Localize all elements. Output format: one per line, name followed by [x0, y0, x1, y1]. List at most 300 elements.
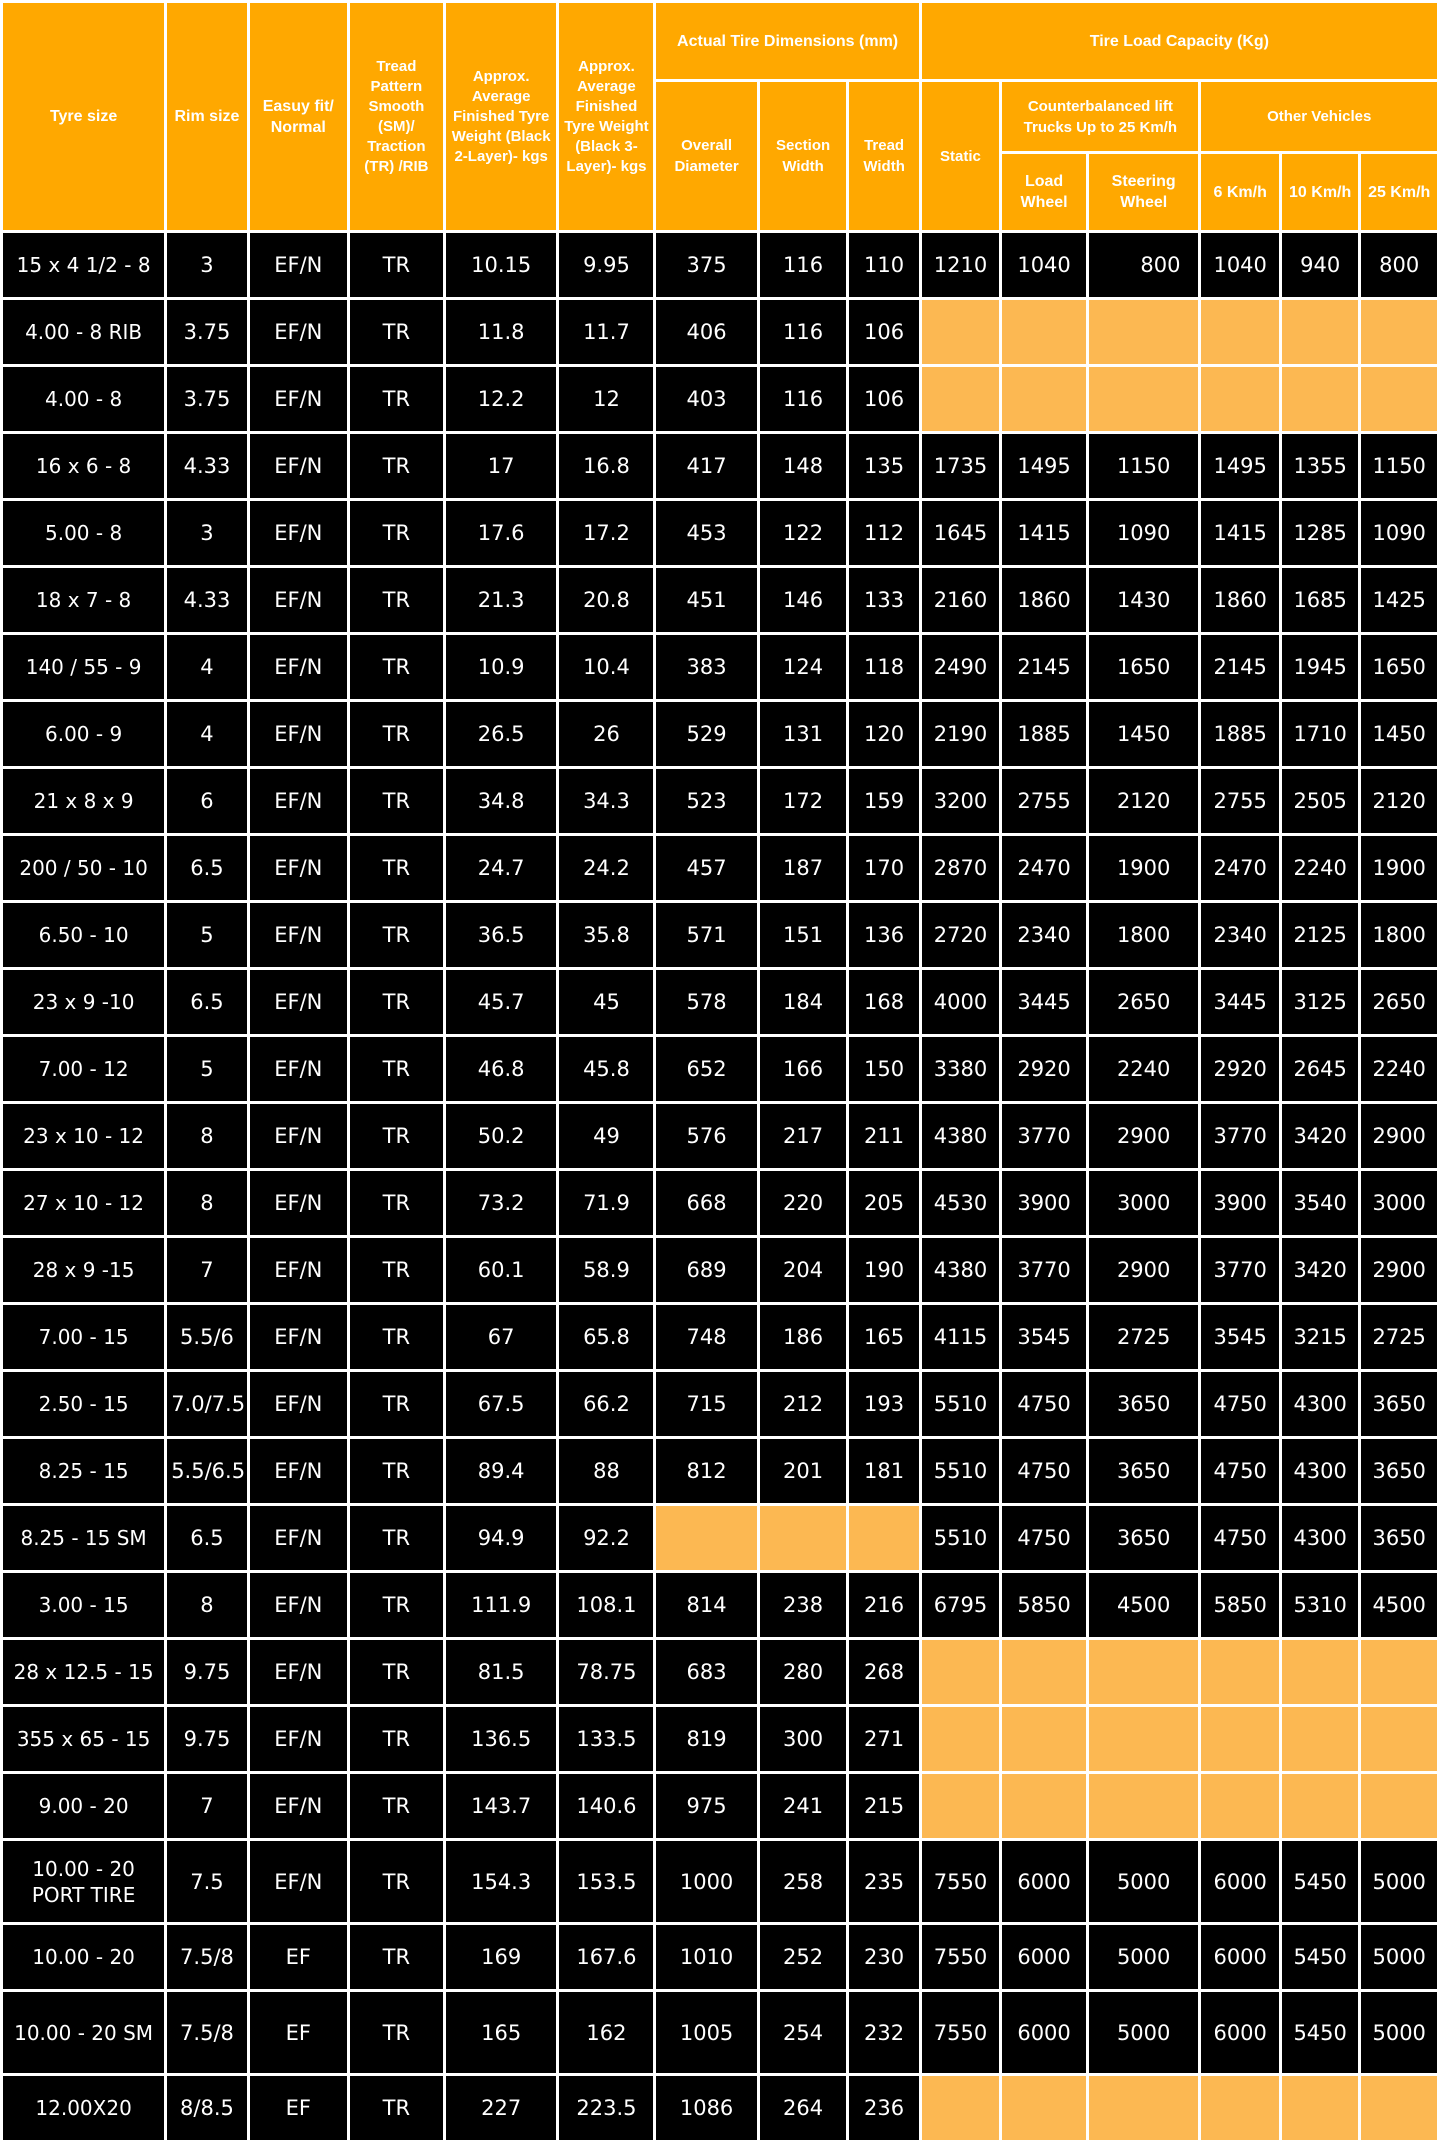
steering-wheel-cell: 3650: [1089, 1506, 1199, 1570]
weight-3layer-cell: 34.3: [559, 769, 653, 833]
header-load-wheel: Load Wheel: [1002, 154, 1086, 230]
fit-cell: EF/N: [250, 1171, 347, 1235]
tyre-size-cell: 7.00 - 15: [3, 1305, 164, 1369]
load-wheel-cell: 3545: [1002, 1305, 1086, 1369]
weight-2layer-cell: 111.9: [446, 1573, 557, 1637]
header-tyre-size: Tyre size: [3, 3, 164, 230]
table-row: [3, 1841, 1437, 1922]
tyre-size-cell: 6.00 - 9: [3, 702, 164, 766]
weight-3layer-cell: 223.5: [559, 2076, 653, 2140]
weight-2layer-cell: 34.8: [446, 769, 557, 833]
load-25kmh-cell: 1425: [1361, 568, 1437, 632]
load-6kmh-cell: 1040: [1201, 233, 1279, 297]
section-width-cell: 264: [760, 2076, 847, 2140]
static-load-cell: [922, 1707, 1000, 1771]
load-6kmh-cell: [1201, 2076, 1279, 2140]
tread-pattern-cell: TR: [350, 1774, 443, 1838]
load-25kmh-cell: 3650: [1361, 1439, 1437, 1503]
rim-size-cell: 7: [167, 1774, 247, 1838]
table-row: [3, 233, 1437, 297]
static-load-cell: 1735: [922, 434, 1000, 498]
tyre-size-cell: 2.50 - 15: [3, 1372, 164, 1436]
section-width-cell: 184: [760, 970, 847, 1034]
overall-diameter-cell: 812: [656, 1439, 756, 1503]
weight-3layer-cell: 45: [559, 970, 653, 1034]
tread-width-cell: 215: [849, 1774, 918, 1838]
weight-2layer-cell: 136.5: [446, 1707, 557, 1771]
load-25kmh-cell: 1650: [1361, 635, 1437, 699]
steering-wheel-cell: 5000: [1089, 1841, 1199, 1922]
tread-pattern-cell: TR: [350, 568, 443, 632]
load-25kmh-cell: 3650: [1361, 1506, 1437, 1570]
load-10kmh-cell: 3420: [1282, 1238, 1358, 1302]
header-fit: Easuy fit/ Normal: [250, 3, 347, 230]
steering-wheel-cell: 2900: [1089, 1238, 1199, 1302]
load-6kmh-cell: 6000: [1201, 1992, 1279, 2073]
section-width-cell: 254: [760, 1992, 847, 2073]
tyre-size-cell: 16 x 6 - 8: [3, 434, 164, 498]
static-load-cell: 5510: [922, 1439, 1000, 1503]
load-6kmh-cell: 1860: [1201, 568, 1279, 632]
overall-diameter-cell: 406: [656, 300, 756, 364]
steering-wheel-cell: 5000: [1089, 1992, 1199, 2073]
table-row: [3, 1439, 1437, 1503]
load-10kmh-cell: 2125: [1282, 903, 1358, 967]
load-10kmh-cell: 2505: [1282, 769, 1358, 833]
static-load-cell: 4530: [922, 1171, 1000, 1235]
load-10kmh-cell: [1282, 2076, 1358, 2140]
table-row: [3, 1506, 1437, 1570]
static-load-cell: 3380: [922, 1037, 1000, 1101]
steering-wheel-cell: [1089, 1707, 1199, 1771]
rim-size-cell: 3: [167, 233, 247, 297]
overall-diameter-cell: 457: [656, 836, 756, 900]
load-10kmh-cell: 3540: [1282, 1171, 1358, 1235]
table-row: [3, 568, 1437, 632]
overall-diameter-cell: 529: [656, 702, 756, 766]
weight-2layer-cell: 10.15: [446, 233, 557, 297]
weight-3layer-cell: 45.8: [559, 1037, 653, 1101]
tread-pattern-cell: TR: [350, 1104, 443, 1168]
load-6kmh-cell: 3770: [1201, 1238, 1279, 1302]
rim-size-cell: 7.5/8: [167, 1992, 247, 2073]
load-6kmh-cell: 6000: [1201, 1841, 1279, 1922]
load-10kmh-cell: 940: [1282, 233, 1358, 297]
load-wheel-cell: 3900: [1002, 1171, 1086, 1235]
rim-size-cell: 5: [167, 1037, 247, 1101]
load-10kmh-cell: 1685: [1282, 568, 1358, 632]
load-wheel-cell: 4750: [1002, 1506, 1086, 1570]
table-row: [3, 970, 1437, 1034]
rim-size-cell: 8: [167, 1171, 247, 1235]
static-load-cell: 2870: [922, 836, 1000, 900]
load-wheel-cell: 6000: [1002, 1992, 1086, 2073]
table-row: [3, 501, 1437, 565]
load-25kmh-cell: 5000: [1361, 1992, 1437, 2073]
load-25kmh-cell: 5000: [1361, 1925, 1437, 1989]
load-25kmh-cell: [1361, 1774, 1437, 1838]
fit-cell: EF/N: [250, 1238, 347, 1302]
static-load-cell: 7550: [922, 1841, 1000, 1922]
fit-cell: EF/N: [250, 1104, 347, 1168]
section-width-cell: 258: [760, 1841, 847, 1922]
header-load-capacity: Tire Load Capacity (Kg): [922, 3, 1437, 79]
tyre-size-cell: 12.00X20: [3, 2076, 164, 2140]
weight-3layer-cell: 78.75: [559, 1640, 653, 1704]
tread-width-cell: 120: [849, 702, 918, 766]
fit-cell: EF/N: [250, 1774, 347, 1838]
tread-width-cell: 181: [849, 1439, 918, 1503]
rim-size-cell: 3: [167, 501, 247, 565]
overall-diameter-cell: 715: [656, 1372, 756, 1436]
load-10kmh-cell: 1710: [1282, 702, 1358, 766]
static-load-cell: 6795: [922, 1573, 1000, 1637]
tread-width-cell: 193: [849, 1372, 918, 1436]
weight-3layer-cell: 66.2: [559, 1372, 653, 1436]
tyre-size-cell: 8.25 - 15: [3, 1439, 164, 1503]
tyre-size-cell: 355 x 65 - 15: [3, 1707, 164, 1771]
tyre-size-cell: 10.00 - 20 PORT TIRE: [3, 1841, 164, 1922]
table-row: [3, 903, 1437, 967]
load-6kmh-cell: 3770: [1201, 1104, 1279, 1168]
weight-2layer-cell: 60.1: [446, 1238, 557, 1302]
overall-diameter-cell: 383: [656, 635, 756, 699]
tread-pattern-cell: TR: [350, 501, 443, 565]
table-row: [3, 769, 1437, 833]
section-width-cell: 186: [760, 1305, 847, 1369]
rim-size-cell: 6.5: [167, 970, 247, 1034]
load-wheel-cell: [1002, 300, 1086, 364]
static-load-cell: 2160: [922, 568, 1000, 632]
fit-cell: EF/N: [250, 970, 347, 1034]
load-10kmh-cell: 3125: [1282, 970, 1358, 1034]
steering-wheel-cell: 1150: [1089, 434, 1199, 498]
section-width-cell: 187: [760, 836, 847, 900]
fit-cell: EF/N: [250, 501, 347, 565]
load-wheel-cell: [1002, 1707, 1086, 1771]
weight-3layer-cell: 20.8: [559, 568, 653, 632]
tyre-size-cell: 27 x 10 - 12: [3, 1171, 164, 1235]
load-wheel-cell: 2340: [1002, 903, 1086, 967]
weight-3layer-cell: 10.4: [559, 635, 653, 699]
weight-2layer-cell: 73.2: [446, 1171, 557, 1235]
rim-size-cell: 8/8.5: [167, 2076, 247, 2140]
load-10kmh-cell: [1282, 300, 1358, 364]
section-width-cell: 116: [760, 367, 847, 431]
load-25kmh-cell: [1361, 1640, 1437, 1704]
section-width-cell: 220: [760, 1171, 847, 1235]
section-width-cell: 280: [760, 1640, 847, 1704]
load-25kmh-cell: [1361, 300, 1437, 364]
steering-wheel-cell: 3000: [1089, 1171, 1199, 1235]
load-10kmh-cell: 3420: [1282, 1104, 1358, 1168]
header-overall-diameter: Overall Diameter: [656, 82, 756, 230]
section-width-cell: 204: [760, 1238, 847, 1302]
tyre-size-cell: 200 / 50 - 10: [3, 836, 164, 900]
header-steering-wheel: Steering Wheel: [1089, 154, 1199, 230]
fit-cell: EF/N: [250, 300, 347, 364]
tread-pattern-cell: TR: [350, 1841, 443, 1922]
tyre-size-cell: 140 / 55 - 9: [3, 635, 164, 699]
overall-diameter-cell: 683: [656, 1640, 756, 1704]
tread-pattern-cell: TR: [350, 1925, 443, 1989]
section-width-cell: [760, 1506, 847, 1570]
load-wheel-cell: 2920: [1002, 1037, 1086, 1101]
tyre-size-cell: 9.00 - 20: [3, 1774, 164, 1838]
weight-2layer-cell: 89.4: [446, 1439, 557, 1503]
load-6kmh-cell: [1201, 1640, 1279, 1704]
tread-pattern-cell: TR: [350, 1707, 443, 1771]
tyre-size-cell: 8.25 - 15 SM: [3, 1506, 164, 1570]
tread-pattern-cell: TR: [350, 903, 443, 967]
load-6kmh-cell: 2145: [1201, 635, 1279, 699]
static-load-cell: 5510: [922, 1506, 1000, 1570]
table-row: [3, 1305, 1437, 1369]
load-6kmh-cell: 3900: [1201, 1171, 1279, 1235]
overall-diameter-cell: 453: [656, 501, 756, 565]
static-load-cell: 1210: [922, 233, 1000, 297]
rim-size-cell: 6: [167, 769, 247, 833]
header-actual-dimensions: Actual Tire Dimensions (mm): [656, 3, 918, 79]
load-25kmh-cell: 1450: [1361, 702, 1437, 766]
load-25kmh-cell: 1150: [1361, 434, 1437, 498]
section-width-cell: 148: [760, 434, 847, 498]
fit-cell: EF/N: [250, 233, 347, 297]
load-10kmh-cell: 2645: [1282, 1037, 1358, 1101]
header-weight-3layer: Approx. Average Finished Tyre Weight (Black 3-Layer)- kgs: [559, 3, 653, 230]
weight-3layer-cell: 24.2: [559, 836, 653, 900]
load-6kmh-cell: 4750: [1201, 1372, 1279, 1436]
load-wheel-cell: 6000: [1002, 1841, 1086, 1922]
weight-2layer-cell: 36.5: [446, 903, 557, 967]
tyre-size-cell: 4.00 - 8: [3, 367, 164, 431]
overall-diameter-cell: 578: [656, 970, 756, 1034]
steering-wheel-cell: [1089, 367, 1199, 431]
rim-size-cell: 4: [167, 635, 247, 699]
rim-size-cell: 8: [167, 1104, 247, 1168]
tread-pattern-cell: TR: [350, 2076, 443, 2140]
load-6kmh-cell: [1201, 1707, 1279, 1771]
load-25kmh-cell: 2725: [1361, 1305, 1437, 1369]
tread-width-cell: 205: [849, 1171, 918, 1235]
load-25kmh-cell: 800: [1361, 233, 1437, 297]
tread-pattern-cell: TR: [350, 1573, 443, 1637]
rim-size-cell: 3.75: [167, 300, 247, 364]
tread-pattern-cell: TR: [350, 769, 443, 833]
steering-wheel-cell: [1089, 2076, 1199, 2140]
table-row: [3, 1925, 1437, 1989]
weight-3layer-cell: 162: [559, 1992, 653, 2073]
load-10kmh-cell: 4300: [1282, 1372, 1358, 1436]
weight-2layer-cell: 11.8: [446, 300, 557, 364]
tyre-size-cell: 3.00 - 15: [3, 1573, 164, 1637]
section-width-cell: 151: [760, 903, 847, 967]
fit-cell: EF/N: [250, 367, 347, 431]
overall-diameter-cell: 748: [656, 1305, 756, 1369]
table-row: [3, 1707, 1437, 1771]
fit-cell: EF/N: [250, 1439, 347, 1503]
steering-wheel-cell: [1089, 1774, 1199, 1838]
section-width-cell: 172: [760, 769, 847, 833]
table-row: [3, 702, 1437, 766]
load-wheel-cell: 4750: [1002, 1372, 1086, 1436]
load-wheel-cell: 6000: [1002, 1925, 1086, 1989]
tread-pattern-cell: TR: [350, 1439, 443, 1503]
load-10kmh-cell: 4300: [1282, 1439, 1358, 1503]
load-25kmh-cell: 1900: [1361, 836, 1437, 900]
header-rim-size: Rim size: [167, 3, 247, 230]
overall-diameter-cell: 1000: [656, 1841, 756, 1922]
section-width-cell: 146: [760, 568, 847, 632]
weight-3layer-cell: 92.2: [559, 1506, 653, 1570]
static-load-cell: [922, 1640, 1000, 1704]
fit-cell: EF/N: [250, 635, 347, 699]
rim-size-cell: 8: [167, 1573, 247, 1637]
load-6kmh-cell: 2755: [1201, 769, 1279, 833]
load-10kmh-cell: 1355: [1282, 434, 1358, 498]
load-10kmh-cell: [1282, 1707, 1358, 1771]
overall-diameter-cell: 975: [656, 1774, 756, 1838]
table-row: [3, 1238, 1437, 1302]
tread-pattern-cell: TR: [350, 1037, 443, 1101]
table-row: [3, 836, 1437, 900]
load-wheel-cell: 5850: [1002, 1573, 1086, 1637]
table-row: [3, 1640, 1437, 1704]
overall-diameter-cell: 375: [656, 233, 756, 297]
tread-pattern-cell: TR: [350, 1171, 443, 1235]
steering-wheel-cell: 800: [1089, 233, 1199, 297]
fit-cell: EF/N: [250, 568, 347, 632]
tread-pattern-cell: TR: [350, 367, 443, 431]
weight-3layer-cell: 26: [559, 702, 653, 766]
load-6kmh-cell: 1495: [1201, 434, 1279, 498]
table-row: [3, 1573, 1437, 1637]
tread-width-cell: 268: [849, 1640, 918, 1704]
fit-cell: EF/N: [250, 836, 347, 900]
load-10kmh-cell: [1282, 367, 1358, 431]
load-6kmh-cell: 1885: [1201, 702, 1279, 766]
tyre-size-cell: 4.00 - 8 RIB: [3, 300, 164, 364]
weight-2layer-cell: 45.7: [446, 970, 557, 1034]
rim-size-cell: 7.5: [167, 1841, 247, 1922]
table-row: [3, 367, 1437, 431]
load-wheel-cell: [1002, 2076, 1086, 2140]
section-width-cell: 252: [760, 1925, 847, 1989]
static-load-cell: 5510: [922, 1372, 1000, 1436]
load-wheel-cell: 2145: [1002, 635, 1086, 699]
load-6kmh-cell: 2340: [1201, 903, 1279, 967]
static-load-cell: 2720: [922, 903, 1000, 967]
weight-3layer-cell: 9.95: [559, 233, 653, 297]
section-width-cell: 201: [760, 1439, 847, 1503]
weight-3layer-cell: 11.7: [559, 300, 653, 364]
tread-pattern-cell: TR: [350, 970, 443, 1034]
overall-diameter-cell: [656, 1506, 756, 1570]
load-wheel-cell: [1002, 367, 1086, 431]
steering-wheel-cell: 1090: [1089, 501, 1199, 565]
static-load-cell: [922, 2076, 1000, 2140]
rim-size-cell: 4.33: [167, 434, 247, 498]
load-25kmh-cell: [1361, 1707, 1437, 1771]
load-10kmh-cell: 1945: [1282, 635, 1358, 699]
load-10kmh-cell: 1285: [1282, 501, 1358, 565]
weight-2layer-cell: 165: [446, 1992, 557, 2073]
tread-pattern-cell: TR: [350, 702, 443, 766]
load-6kmh-cell: 5850: [1201, 1573, 1279, 1637]
rim-size-cell: 4: [167, 702, 247, 766]
fit-cell: EF: [250, 1925, 347, 1989]
tyre-size-cell: 28 x 9 -15: [3, 1238, 164, 1302]
overall-diameter-cell: 576: [656, 1104, 756, 1168]
header-tread-pattern: Tread Pattern Smooth (SM)/ Traction (TR) /RIB: [350, 3, 443, 230]
rim-size-cell: 7.5/8: [167, 1925, 247, 1989]
steering-wheel-cell: 1430: [1089, 568, 1199, 632]
tread-pattern-cell: TR: [350, 233, 443, 297]
load-6kmh-cell: [1201, 367, 1279, 431]
load-6kmh-cell: 1415: [1201, 501, 1279, 565]
static-load-cell: [922, 1774, 1000, 1838]
steering-wheel-cell: 1800: [1089, 903, 1199, 967]
weight-3layer-cell: 140.6: [559, 1774, 653, 1838]
header-weight-2layer: Approx. Average Finished Tyre Weight (Black 2-Layer)- kgs: [446, 3, 557, 230]
weight-3layer-cell: 12: [559, 367, 653, 431]
tyre-size-cell: 28 x 12.5 - 15: [3, 1640, 164, 1704]
load-wheel-cell: 1415: [1002, 501, 1086, 565]
fit-cell: EF/N: [250, 1573, 347, 1637]
tread-pattern-cell: TR: [350, 434, 443, 498]
tread-width-cell: 211: [849, 1104, 918, 1168]
overall-diameter-cell: 1010: [656, 1925, 756, 1989]
tread-width-cell: 112: [849, 501, 918, 565]
tread-pattern-cell: TR: [350, 1305, 443, 1369]
weight-3layer-cell: 133.5: [559, 1707, 653, 1771]
tread-pattern-cell: TR: [350, 1640, 443, 1704]
rim-size-cell: 5.5/6: [167, 1305, 247, 1369]
load-6kmh-cell: 4750: [1201, 1439, 1279, 1503]
section-width-cell: 212: [760, 1372, 847, 1436]
tyre-size-cell: 6.50 - 10: [3, 903, 164, 967]
tyre-size-cell: 5.00 - 8: [3, 501, 164, 565]
weight-2layer-cell: 227: [446, 2076, 557, 2140]
load-25kmh-cell: 1800: [1361, 903, 1437, 967]
rim-size-cell: 7.0/7.5: [167, 1372, 247, 1436]
table-row: [3, 1774, 1437, 1838]
overall-diameter-cell: 571: [656, 903, 756, 967]
overall-diameter-cell: 403: [656, 367, 756, 431]
overall-diameter-cell: 417: [656, 434, 756, 498]
tread-pattern-cell: TR: [350, 1992, 443, 2073]
weight-2layer-cell: 81.5: [446, 1640, 557, 1704]
load-wheel-cell: [1002, 1774, 1086, 1838]
weight-2layer-cell: 10.9: [446, 635, 557, 699]
static-load-cell: [922, 300, 1000, 364]
load-6kmh-cell: 4750: [1201, 1506, 1279, 1570]
load-25kmh-cell: 2900: [1361, 1238, 1437, 1302]
header-25kmh: 25 Km/h: [1361, 154, 1437, 230]
load-wheel-cell: 3445: [1002, 970, 1086, 1034]
overall-diameter-cell: 451: [656, 568, 756, 632]
static-load-cell: 4380: [922, 1238, 1000, 1302]
section-width-cell: 238: [760, 1573, 847, 1637]
fit-cell: EF/N: [250, 1640, 347, 1704]
steering-wheel-cell: 2240: [1089, 1037, 1199, 1101]
weight-3layer-cell: 71.9: [559, 1171, 653, 1235]
table-row: [3, 1992, 1437, 2073]
rim-size-cell: 5.5/6.5: [167, 1439, 247, 1503]
section-width-cell: 300: [760, 1707, 847, 1771]
load-wheel-cell: 1040: [1002, 233, 1086, 297]
fit-cell: EF/N: [250, 1506, 347, 1570]
